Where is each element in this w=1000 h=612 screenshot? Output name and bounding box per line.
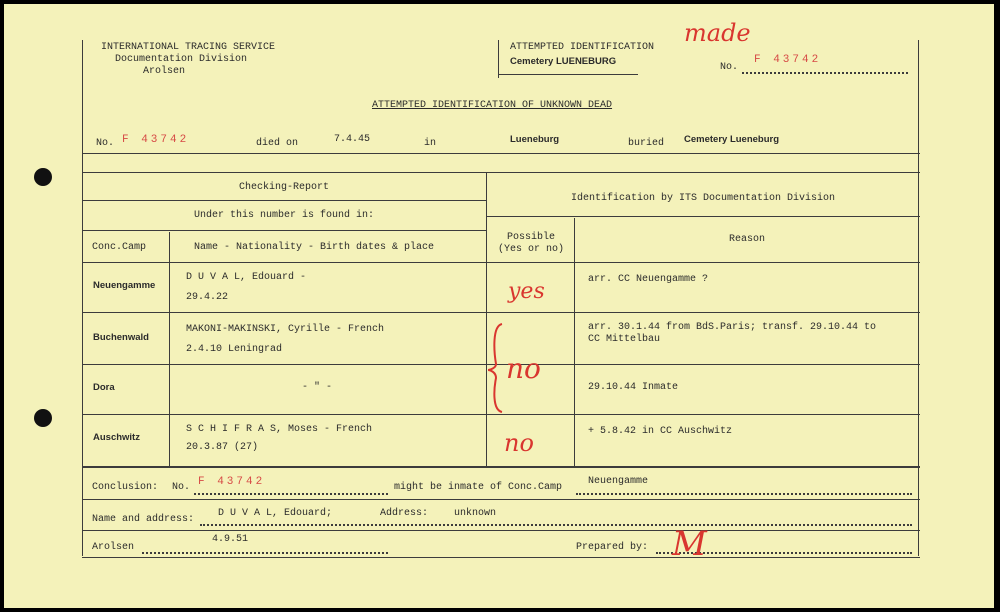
org-line-3: Arolsen bbox=[143, 66, 186, 77]
header-underline bbox=[498, 74, 638, 75]
prepared-by-label: Prepared by: bbox=[576, 542, 649, 553]
row-2-reason-line2: CC Mittelbau bbox=[588, 334, 661, 345]
conclusion-no-dotted bbox=[194, 493, 388, 495]
checking-title: Checking-Report bbox=[238, 182, 329, 193]
conclusion-camp-dotted bbox=[576, 493, 912, 495]
col-reason-header: Reason bbox=[728, 234, 765, 245]
conclusion-label: Conclusion: bbox=[92, 482, 159, 493]
row-2-name-line1: MAKONI-MAKINSKI, Cyrille - French bbox=[186, 324, 385, 335]
identification-title: Identification by ITS Documentation Division bbox=[570, 193, 836, 204]
possible-reason-divider bbox=[574, 218, 575, 466]
row-1-name-line1: D U V A L, Edouard - bbox=[186, 272, 307, 283]
name-address-label: Name and address: bbox=[92, 514, 195, 525]
name-address-dotted bbox=[200, 524, 912, 526]
conclusion-camp-value: Neuengamme bbox=[588, 476, 649, 487]
outer-right-border bbox=[918, 40, 919, 556]
buried-label: buried bbox=[628, 138, 665, 149]
header-no-label: No. bbox=[720, 62, 739, 73]
row-1-reason-line1: arr. CC Neuengamme ? bbox=[588, 274, 709, 285]
row-4-reason-line1: + 5.8.42 in CC Auschwitz bbox=[588, 426, 733, 437]
row-1-name-line2: 29.4.22 bbox=[186, 292, 229, 303]
checking-subtitle-line bbox=[82, 230, 486, 231]
row-1-camp: Neuengamme bbox=[93, 280, 156, 291]
conclusion-line bbox=[82, 499, 920, 500]
footer-date: 4.9.51 bbox=[212, 534, 249, 545]
col-camp-header: Conc.Camp bbox=[92, 242, 147, 253]
row-4-camp: Auschwitz bbox=[93, 432, 140, 443]
record-no-value: F 43742 bbox=[122, 134, 190, 146]
buried-value: Cemetery Lueneburg bbox=[684, 134, 780, 145]
row-3-bottom-line bbox=[82, 414, 920, 415]
camp-name-divider bbox=[169, 232, 170, 466]
identification-title-line bbox=[486, 216, 920, 217]
row-2-name-line2: 2.4.10 Leningrad bbox=[186, 344, 283, 355]
footer-date-dotted bbox=[142, 552, 388, 554]
conclusion-might-be: might be inmate of Conc.Camp bbox=[394, 482, 563, 493]
bracket-mark bbox=[488, 322, 508, 414]
footer-bottom-line bbox=[82, 557, 920, 558]
died-label: died on bbox=[256, 138, 299, 149]
checking-title-line bbox=[82, 200, 486, 201]
place-value: Lueneburg bbox=[510, 134, 560, 145]
record-line bbox=[82, 153, 920, 154]
conclusion-no-label: No. bbox=[172, 482, 191, 493]
col-possible-header-2: (Yes or no) bbox=[497, 244, 564, 255]
name-address-value: D U V A L, Edouard; bbox=[218, 508, 333, 519]
punch-hole-bottom bbox=[34, 409, 52, 427]
address-value: unknown bbox=[454, 508, 497, 519]
in-label: in bbox=[424, 138, 437, 149]
row-1-possible: yes bbox=[508, 279, 545, 304]
table-top-border bbox=[82, 172, 920, 173]
org-line-2: Documentation Division bbox=[115, 54, 248, 65]
header-box-left-border bbox=[498, 40, 499, 78]
org-line-1: INTERNATIONAL TRACING SERVICE bbox=[101, 42, 276, 53]
bracket-possible: no bbox=[506, 352, 541, 385]
header-no-value: F 43742 bbox=[754, 54, 822, 66]
address-label: Address: bbox=[380, 508, 429, 519]
row-4-name-line2: 20.3.87 (27) bbox=[186, 442, 259, 453]
col-name-header: Name - Nationality - Birth dates & place bbox=[194, 242, 435, 253]
row-2-reason-line1: arr. 30.1.44 from BdS.Paris; transf. 29.10.44 to bbox=[588, 322, 877, 333]
outer-left-border bbox=[82, 40, 83, 556]
prepared-by-signature: M bbox=[672, 524, 707, 564]
col-possible-header-1: Possible bbox=[506, 232, 555, 243]
died-value: 7.4.45 bbox=[334, 134, 371, 145]
row-2-camp: Buchenwald bbox=[93, 332, 149, 343]
handwritten-made: made bbox=[684, 19, 751, 47]
table-bottom-line bbox=[82, 466, 920, 468]
cemetery-value: Cemetery LUENEBURG bbox=[510, 56, 617, 67]
row-4-name-line1: S C H I F R A S, Moses - French bbox=[186, 424, 373, 435]
row-3-reason-line1: 29.10.44 Inmate bbox=[588, 382, 679, 393]
conclusion-no-value: F 43742 bbox=[198, 476, 266, 488]
row-4-possible: no bbox=[504, 429, 534, 457]
row-1-bottom-line bbox=[82, 312, 920, 313]
attempted-id-label: ATTEMPTED IDENTIFICATION bbox=[510, 42, 655, 53]
document-card bbox=[4, 4, 994, 608]
row-3-camp: Dora bbox=[93, 382, 115, 393]
checking-subtitle: Under this number is found in: bbox=[193, 210, 375, 221]
row-3-name-line1: - " - bbox=[302, 382, 333, 393]
punch-hole-top bbox=[34, 168, 52, 186]
name-address-line bbox=[82, 530, 920, 531]
document-title: ATTEMPTED IDENTIFICATION OF UNKNOWN DEAD bbox=[372, 100, 613, 111]
record-no-label: No. bbox=[96, 138, 115, 149]
footer-place: Arolsen bbox=[92, 542, 135, 553]
header-no-dotted bbox=[742, 72, 908, 74]
table-header-line bbox=[82, 262, 920, 263]
